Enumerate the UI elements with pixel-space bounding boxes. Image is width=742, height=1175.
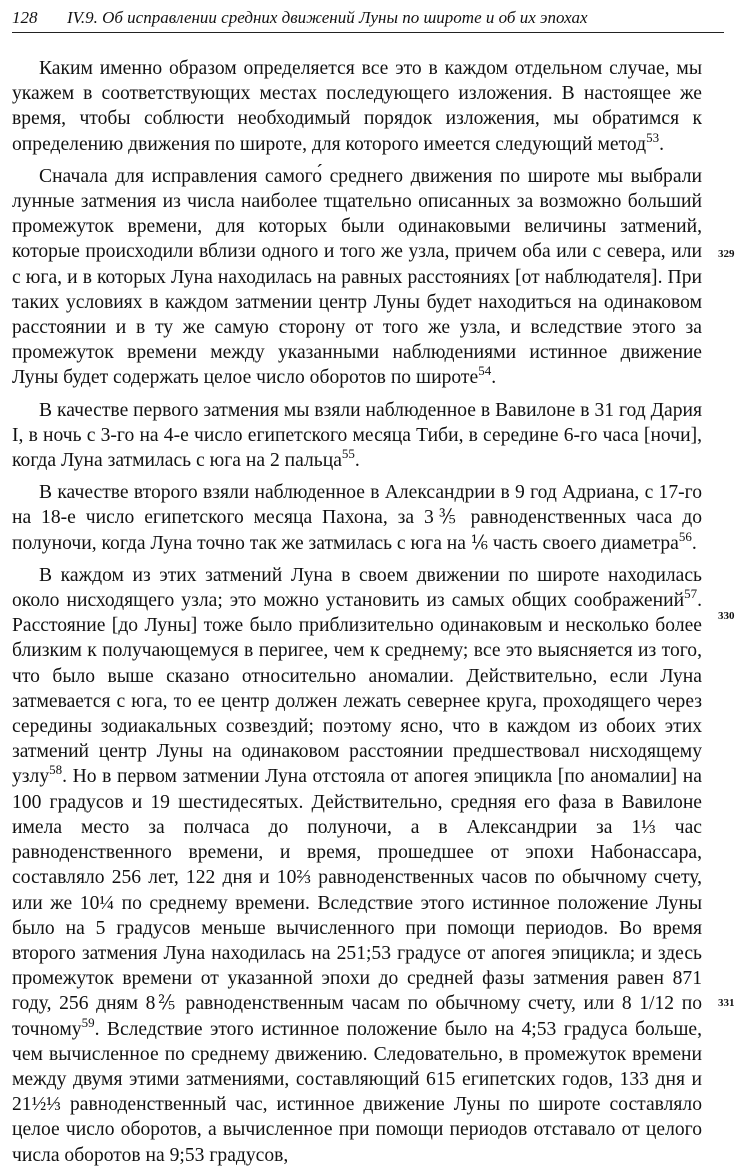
- paragraph-text: .: [691, 532, 697, 554]
- paragraph: [12, 56, 702, 157]
- paragraph: [12, 563, 702, 1168]
- running-header: [12, 4, 724, 32]
- footnote-marker[interactable]: 58: [49, 762, 63, 778]
- body-text: [12, 56, 702, 1175]
- paragraph-text: В качестве первого затмения мы взяли наблюденное в Вавилоне в 31 год Дария I, в ночь с 3-го на 4-е число египетского месяца Тиби, в середине 6-го часа [ночи], когда Луна затмилась с юга на 2 пальца: [12, 399, 702, 472]
- margin-number: 331: [718, 997, 735, 1009]
- footnote-marker[interactable]: 59: [81, 1014, 95, 1030]
- footnote-marker[interactable]: 56: [678, 528, 692, 544]
- paragraph-text: .: [354, 450, 360, 472]
- footnote-marker[interactable]: 57: [684, 586, 698, 602]
- footnote-marker[interactable]: 53: [646, 129, 660, 145]
- margin-number: 330: [718, 610, 735, 622]
- paragraph-text: Сначала для исправления самого́ среднего движения по широте мы выбрали лунные затмения из числа наиболее тщательно описанных за возможно больший промежуток времени, для которых были одинаковыми величины затмений, которые происходили вблизи одного и того же узла, причем оба или с севера, или с юга, и в которых Луна находилась на равных расстояниях [от наблюдателя]. При таких условиях в каждом затмении центр Луны будет находиться на одинаковом расстоянии и в ту же самую сторону от того же узла, и вследствие этого за промежуток времени между указанными наблюдениями истинное движение Луны будет содержать целое число оборотов по широте: [12, 165, 702, 389]
- paragraph: [12, 480, 702, 556]
- footnote-marker[interactable]: 54: [478, 363, 492, 379]
- paragraph-text: В качестве второго взяли наблюденное в Александрии в 9 год Адриана, с 17-го на 18-е число египетского месяца Пахона, за 3⅗ равноденственных часа до полуночи, когда Луна точно так же затмилась с юга на ⅙ часть своего диаметра: [12, 482, 702, 554]
- paragraph-text: Каким именно образом определяется все это в каждом отдельном случае, мы укажем в соответствующих местах последующего изложения. В настоящее же время, чтобы соблюсти необходимый порядок изложения, мы обратимся к определению движения по широте, для которого имеется следующий метод: [12, 58, 702, 155]
- margin-number: 329: [718, 248, 735, 260]
- running-title: IV.9. Об исправлении средних движений Луны по широте и об их эпохах: [67, 8, 588, 27]
- paragraph: [12, 164, 702, 391]
- footnote-marker[interactable]: 55: [341, 446, 355, 462]
- paragraph-text: . Но в первом затмении Луна отстояла от апогея эпицикла [по аномалии] на 100 градусов и 19 шестидесятых. Действительно, средняя его фаза в Вавилоне имела место за полчаса до полуночи, а в Александрии за 1⅓ час равноденственного времени, и время, прошедшее от эпохи Набонассара, составляло 256 лет, 122 дня и 10⅔ равноденственных часов по обычному счету, или же 10¼ по среднему времени. Вследствие этого истинное положение Луны было на 5 градусов меньше вычисленного при помощи периодов. Во время второго затмения Луна находилась на 251;53 градусе от апогея эпицикла; и здесь промежуток времени от указанной эпохи до средней фазы затмения равен 871 году, 256 дням 8⅖ равноденственным часам по обычному счету, или 8 1/12 по точному: [12, 766, 702, 1040]
- paragraph-text: .: [491, 367, 497, 389]
- paragraph-text: В каждом из этих затмений Луна в своем движении по широте находилась около нисходящего узла; это можно установить из самых общих соображений: [12, 564, 702, 612]
- header-rule: [12, 32, 724, 33]
- paragraph-text: . Расстояние [до Луны] тоже было приблизительно одинаковым и несколько более близким к получающемуся в перигее, чем к среднему; все это выясняется из того, что было выше сказано относительно аномалии. Действительно, если Луна затмевается с юга, то ее центр должен лежать севернее круга, проходящего через середины зодиакальных созвездий; поэтому ясно, что в каждом из обоих этих затмений центр Луны на одинаковом расстоянии предшествовал нисходящему узлу: [12, 590, 702, 788]
- paragraph: [12, 398, 702, 474]
- paragraph-text: . Вследствие этого истинное положение было на 4;53 градуса больше, чем вычисленное по среднему движению. Следовательно, в промежуток времени между двумя этими затмениями, составляющий 615 египетских годов, 133 дня и 21½⅓ равноденственный час, истинное движение Луны по широте составляло целое число оборотов, а вычисленное при помощи периодов отставало от целого числа оборотов на 9;53 градусов,: [12, 1018, 702, 1166]
- page-number: 128: [12, 8, 38, 27]
- paragraph-text: .: [659, 133, 665, 155]
